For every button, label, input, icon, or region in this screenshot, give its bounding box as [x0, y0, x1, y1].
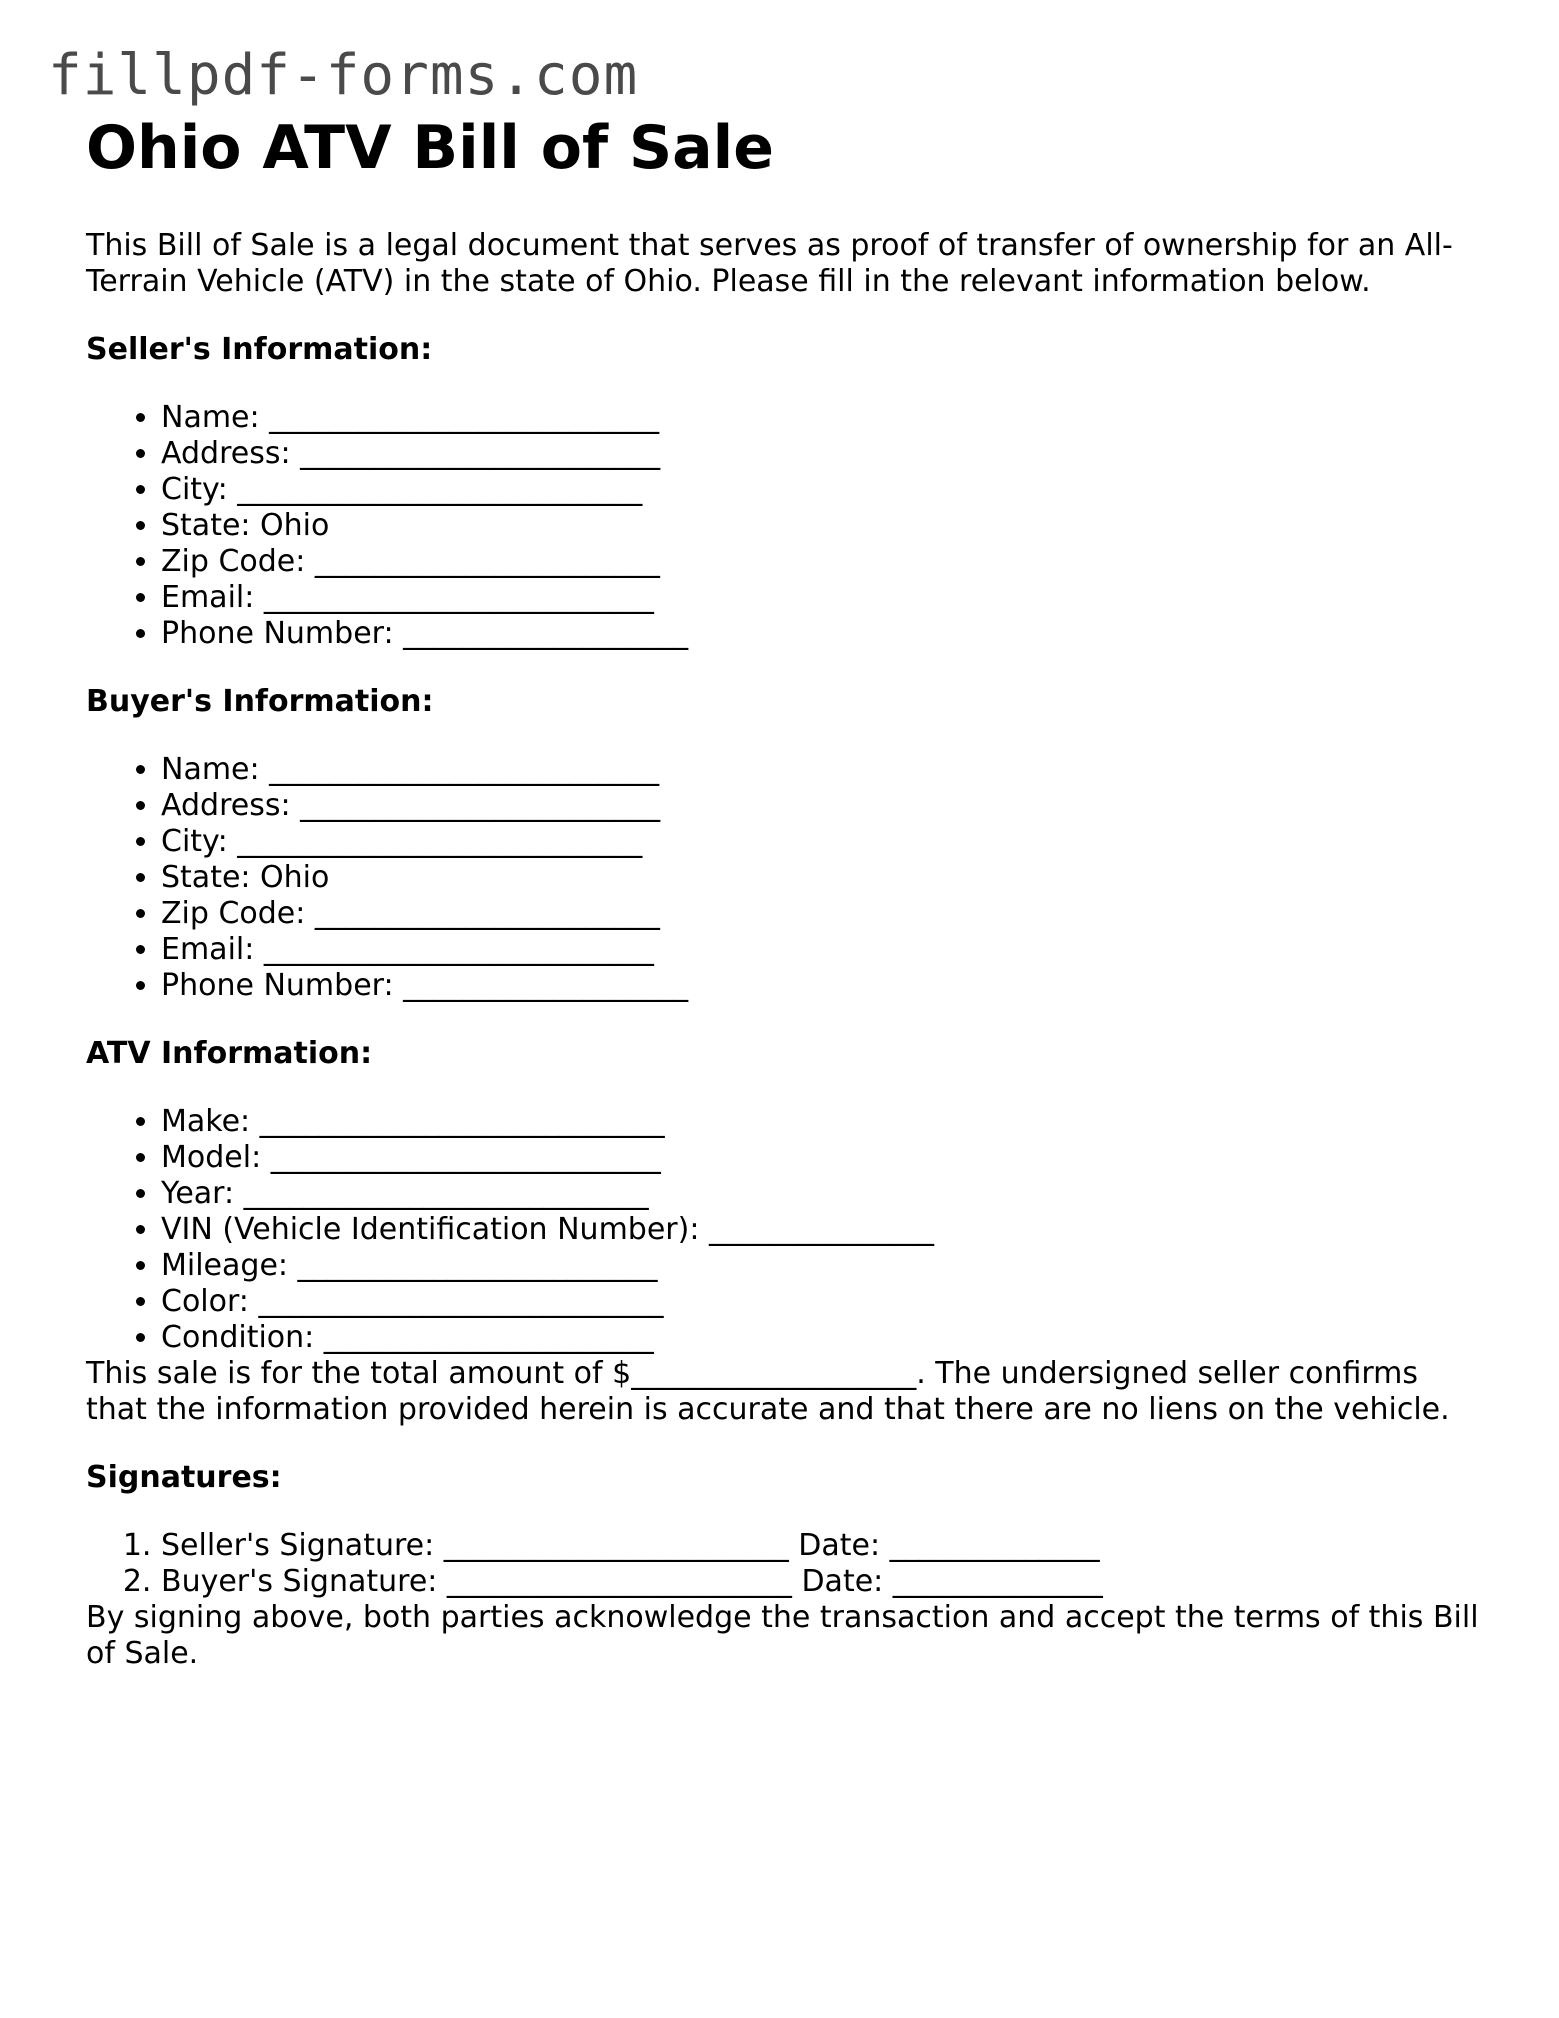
buyer-zip-field[interactable]: • Zip Code: _______________________ [161, 896, 1486, 932]
buyer-signature-field[interactable]: 2. Buyer's Signature: _______________________ Date: ______________ [161, 1564, 1486, 1600]
buyer-heading: Buyer's Information: [86, 684, 434, 719]
seller-city-field[interactable]: • City: ___________________________ [161, 472, 1486, 508]
atv-vin-field[interactable]: • VIN (Vehicle Identification Number): _______________ [161, 1212, 1486, 1248]
buyer-phone-field[interactable]: • Phone Number: ___________________ [161, 968, 1486, 1004]
buyer-state: • State: Ohio [161, 860, 1486, 896]
atv-make-field[interactable]: • Make: ___________________________ [161, 1104, 1486, 1140]
watermark: fillpdf-forms.com [48, 43, 639, 108]
atv-info-list [86, 1104, 1486, 1356]
signatures-heading: Signatures: [86, 1460, 282, 1495]
seller-phone-field[interactable]: • Phone Number: ___________________ [161, 616, 1486, 652]
seller-address-field[interactable]: • Address: ________________________ [161, 436, 1486, 472]
atv-heading: ATV Information: [86, 1036, 373, 1071]
buyer-info-list [86, 752, 1486, 1004]
seller-name-field[interactable]: • Name: __________________________ [161, 400, 1486, 436]
buyer-city-field[interactable]: • City: ___________________________ [161, 824, 1486, 860]
closing-paragraph: By signing above, both parties acknowledge the transaction and accept the terms of this Bill of Sale. [86, 1600, 1479, 1671]
atv-mileage-field[interactable]: • Mileage: ________________________ [161, 1248, 1486, 1284]
seller-info-list [86, 400, 1486, 652]
seller-heading: Seller's Information: [86, 332, 433, 367]
atv-color-field[interactable]: • Color: ___________________________ [161, 1284, 1486, 1320]
seller-zip-field[interactable]: • Zip Code: _______________________ [161, 544, 1486, 580]
buyer-name-field[interactable]: • Name: __________________________ [161, 752, 1486, 788]
seller-email-field[interactable]: • Email: __________________________ [161, 580, 1486, 616]
buyer-email-field[interactable]: • Email: __________________________ [161, 932, 1486, 968]
signatures-list [86, 1528, 1486, 1600]
seller-state: • State: Ohio [161, 508, 1486, 544]
document [86, 108, 1486, 1672]
atv-model-field[interactable]: • Model: __________________________ [161, 1140, 1486, 1176]
seller-signature-field[interactable]: 1. Seller's Signature: _______________________ Date: ______________ [161, 1528, 1486, 1564]
atv-condition-field[interactable]: • Condition: ______________________ [161, 1320, 1486, 1356]
sale-statement: This sale is for the total amount of $___________________. The undersigned seller confirms that the information provided herein is accurate and that there are no liens on the vehicle. [86, 1356, 1450, 1427]
buyer-address-field[interactable]: • Address: ________________________ [161, 788, 1486, 824]
atv-year-field[interactable]: • Year: ___________________________ [161, 1176, 1486, 1212]
intro-paragraph: This Bill of Sale is a legal document that serves as proof of transfer of ownership for an All-Terrain Vehicle (ATV) in the state of Ohio. Please fill in the relevant information below. [86, 228, 1453, 299]
page-title: Ohio ATV Bill of Sale [86, 113, 774, 183]
